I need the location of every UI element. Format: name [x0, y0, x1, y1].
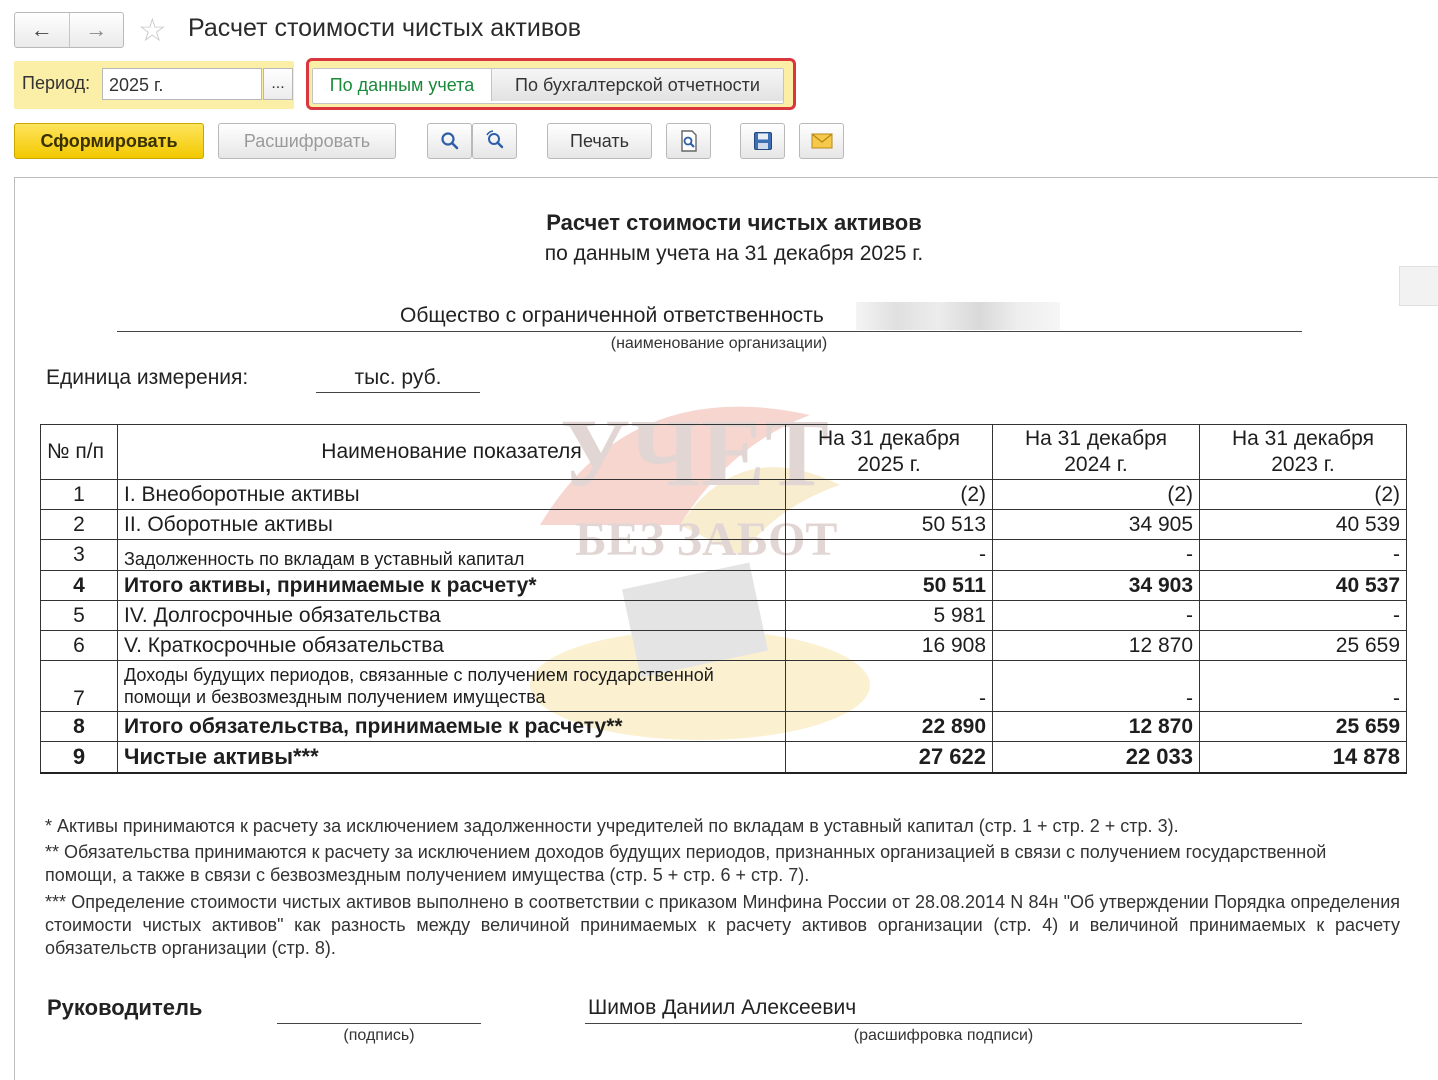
unit-value: тыс. руб.	[354, 366, 442, 389]
row-value-2024: 12 870	[993, 712, 1200, 742]
row-value-2023: 40 537	[1200, 571, 1407, 601]
row-value-2025: 5 981	[786, 601, 993, 631]
signature-role: Руководитель	[47, 995, 203, 1020]
row-value-2025: 27 622	[786, 742, 993, 773]
signature-caption: (подпись)	[343, 1027, 415, 1044]
row-number: 4	[41, 571, 118, 601]
row-value-2023: 25 659	[1200, 712, 1407, 742]
print-button[interactable]: Печать	[547, 123, 652, 159]
unit-underline	[316, 392, 480, 393]
search-next-icon	[484, 130, 506, 152]
table-row	[41, 540, 1407, 571]
table-row	[41, 510, 1407, 540]
period-input[interactable]: 2025 г.	[102, 68, 262, 100]
row-value-2025: (2)	[786, 480, 993, 510]
period-select-button[interactable]: ...	[263, 68, 293, 100]
search-button[interactable]	[427, 123, 472, 159]
row-name: Чистые активы***	[118, 742, 786, 773]
table-row	[41, 712, 1407, 742]
header-2023: На 31 декабря 2023 г.	[1200, 425, 1407, 480]
navigation-group	[14, 12, 124, 48]
organization-underline	[117, 331, 1302, 332]
search-next-button[interactable]	[472, 123, 517, 159]
row-number: 6	[41, 631, 118, 661]
row-number: 9	[41, 742, 118, 773]
favorite-star-icon[interactable]: ☆	[138, 12, 167, 48]
signature-line	[277, 1023, 481, 1024]
decode-button[interactable]: Расшифровать	[218, 123, 396, 159]
table-row	[41, 571, 1407, 601]
row-value-2023: 25 659	[1200, 631, 1407, 661]
preview-button[interactable]	[666, 123, 711, 159]
settings-panel-stub[interactable]	[1399, 266, 1438, 306]
row-value-2024: 12 870	[993, 631, 1200, 661]
row-name: Задолженность по вкладам в уставный капитал	[118, 540, 786, 571]
row-value-2025: 50 511	[786, 571, 993, 601]
watermark-line1: УЧЕТ	[560, 399, 829, 506]
watermark-line2: БЕЗ ЗАБОТ	[575, 513, 838, 566]
mode-switch	[312, 68, 784, 104]
row-number: 7	[41, 661, 118, 712]
row-name: V. Краткосрочные обязательства	[118, 631, 786, 661]
page-title: Расчет стоимости чистых активов	[188, 14, 582, 42]
row-value-2024: 34 903	[993, 571, 1200, 601]
row-value-2024: -	[993, 601, 1200, 631]
row-value-2025: -	[786, 540, 993, 571]
email-button[interactable]	[799, 123, 844, 159]
row-number: 8	[41, 712, 118, 742]
table-row	[41, 601, 1407, 631]
row-value-2024: 22 033	[993, 742, 1200, 773]
header-indicator: Наименование показателя	[118, 425, 786, 480]
row-name: Итого активы, принимаемые к расчету*	[118, 571, 786, 601]
net-assets-table	[40, 424, 1407, 774]
row-value-2023: -	[1200, 601, 1407, 631]
row-name: I. Внеоборотные активы	[118, 480, 786, 510]
row-value-2025: 16 908	[786, 631, 993, 661]
mode-accounting-button[interactable]: По данным учета	[313, 69, 491, 101]
report-subtitle: по данным учета на 31 декабря 2025 г.	[544, 242, 924, 265]
row-name: Итого обязательства, принимаемые к расчету**	[118, 712, 786, 742]
row-value-2023: 40 539	[1200, 510, 1407, 540]
row-number: 1	[41, 480, 118, 510]
row-value-2023: -	[1200, 661, 1407, 712]
header-2024: На 31 декабря 2024 г.	[993, 425, 1200, 480]
row-value-2023: (2)	[1200, 480, 1407, 510]
generate-button[interactable]: Сформировать	[14, 123, 204, 159]
forward-arrow-icon[interactable]: →	[69, 13, 124, 47]
row-value-2024: (2)	[993, 480, 1200, 510]
row-value-2024: 34 905	[993, 510, 1200, 540]
redacted-organization-name	[856, 302, 1060, 330]
row-value-2024: -	[993, 540, 1200, 571]
row-value-2025: -	[786, 661, 993, 712]
save-button[interactable]	[740, 123, 785, 159]
envelope-icon	[811, 133, 833, 149]
footnote-liabilities: ** Обязательства принимаются к расчету за исключением доходов будущих периодов, признанных организацией в связи с получением государственной помощи, а также в связи с безвозмездным получением имущества (стр. 5 + стр. 6 + стр. 7).	[45, 842, 1327, 885]
report-title: Расчет стоимости чистых активов	[546, 210, 922, 235]
organization-caption: (наименование организации)	[610, 335, 828, 352]
unit-label: Единица измерения:	[46, 366, 249, 389]
table-row	[41, 742, 1407, 773]
signatory-name-caption: (расшифровка подписи)	[853, 1027, 1034, 1044]
table-row	[41, 631, 1407, 661]
row-name: IV. Долгосрочные обязательства	[118, 601, 786, 631]
back-arrow-icon[interactable]: ←	[30, 17, 53, 42]
search-icon	[440, 131, 460, 151]
row-number: 3	[41, 540, 118, 571]
row-name: Доходы будущих периодов, связанные с получением государственной помощи и безвозмездным получением имущества	[118, 661, 786, 712]
footnote-definition: *** Определение стоимости чистых активов выполнено в соответствии с приказом Минфина России от 28.08.2014 N 84н "Об утверждении Порядка определения стоимости чистых активов" как разность между величиной принимаемых к расчету активов организации (стр. 4) и величиной принимаемых к расчету обязательств организации (стр. 8).	[45, 892, 1400, 958]
row-value-2023: 14 878	[1200, 742, 1407, 773]
print-preview-icon	[679, 130, 699, 152]
table-row	[41, 661, 1407, 712]
header-2025: На 31 декабря 2025 г.	[786, 425, 993, 480]
mode-reporting-button[interactable]: По бухгалтерской отчетности	[491, 69, 783, 101]
header-number: № п/п	[41, 425, 118, 480]
row-number: 2	[41, 510, 118, 540]
footnote-assets: * Активы принимаются к расчету за исключением задолженности учредителей по вкладам в уставный капитал (стр. 1 + стр. 2 + стр. 3).	[45, 816, 1179, 836]
table-row	[41, 480, 1407, 510]
signatory-name-line	[585, 1023, 1302, 1024]
organization-name: Общество с ограниченной ответственность	[400, 304, 824, 327]
row-value-2025: 22 890	[786, 712, 993, 742]
signatory-name: Шимов Даниил Алексеевич	[588, 996, 857, 1019]
period-label: Период:	[22, 73, 91, 93]
row-value-2025: 50 513	[786, 510, 993, 540]
row-value-2024: -	[993, 661, 1200, 712]
row-name: II. Оборотные активы	[118, 510, 786, 540]
row-number: 5	[41, 601, 118, 631]
save-icon	[753, 131, 773, 151]
row-value-2023: -	[1200, 540, 1407, 571]
